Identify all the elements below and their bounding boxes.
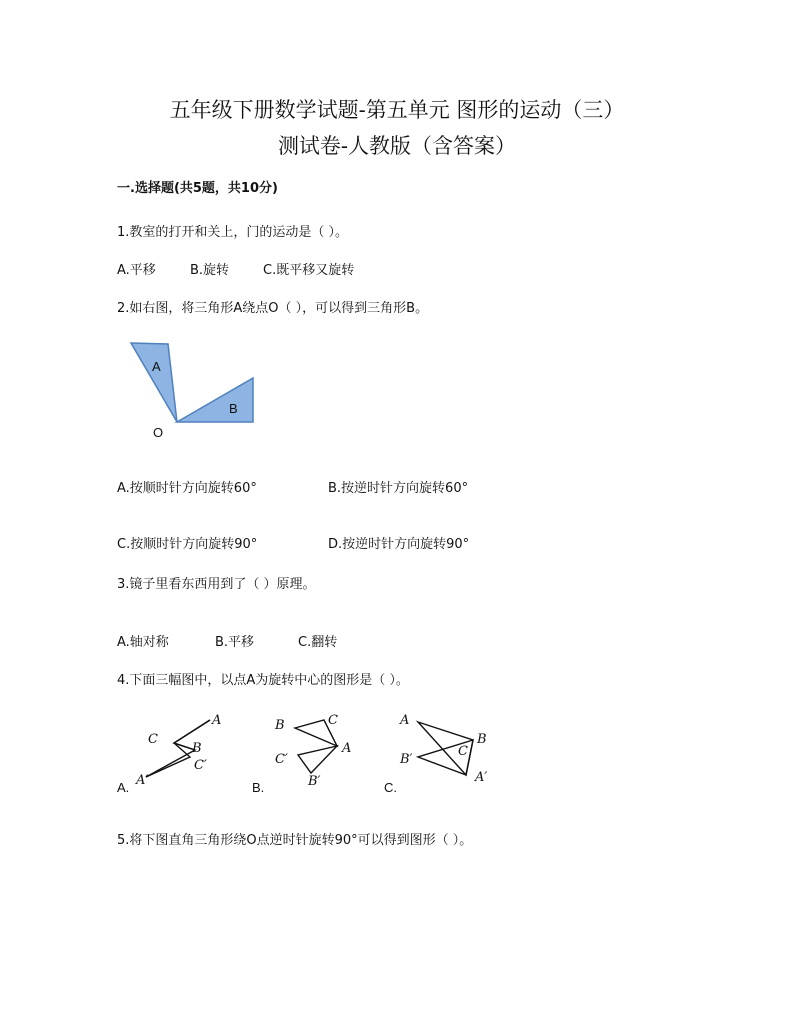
q4-figure-b: [245, 705, 375, 800]
fig-a-label-cprime: C′: [194, 758, 207, 773]
question-4-text: 4.下面三幅图中，以点A为旋转中心的图形是（ ）。: [117, 673, 409, 688]
fig-b-label-b: B: [275, 718, 285, 733]
q3-option-b[interactable]: B.平移: [215, 635, 255, 650]
fig-a-label-aprime: A′: [136, 773, 149, 788]
fig-b-label-c: C: [328, 713, 338, 728]
fig-a-label-c: C: [148, 732, 158, 747]
q1-option-c[interactable]: C.既平移又旋转: [263, 263, 355, 278]
q3-option-c[interactable]: C.翻转: [298, 635, 338, 650]
page-title-line1: 五年级下册数学试题-第五单元 图形的运动（三）: [169, 98, 625, 122]
fig-b-label-cprime: C′: [275, 752, 288, 767]
question-5-text: 5.将下图直角三角形绕O点逆时针旋转90°可以得到图形（ ）。: [117, 833, 473, 848]
question-1-text: 1.教室的打开和关上，门的运动是（ ）。: [117, 225, 349, 240]
q2-rotation-figure: [120, 335, 270, 445]
q2-option-d[interactable]: D.按逆时针方向旋转90°: [328, 537, 470, 552]
fig-b-triangle-2: [298, 746, 337, 773]
q4-figure-c: [378, 705, 508, 800]
label-o: O: [153, 425, 164, 440]
triangle-b: [177, 378, 253, 422]
triangle-a: [131, 343, 177, 422]
page-title-line2: 测试卷-人教版（含答案）: [277, 134, 517, 158]
label-a: A: [152, 359, 161, 374]
question-3-text: 3.镜子里看东西用到了（ ）原理。: [117, 577, 316, 592]
fig-c-label-bprime: B′: [400, 752, 413, 767]
fig-b-label-a: A: [342, 741, 352, 756]
fig-c-label-aprime: A′: [475, 770, 488, 785]
fig-c-label-b: B: [477, 732, 487, 747]
q1-option-a[interactable]: A.平移: [117, 263, 156, 278]
section-heading: 一.选择题(共5题，共10分): [117, 181, 278, 196]
q3-option-a[interactable]: A.轴对称: [117, 635, 169, 650]
fig-a-triangle-3: [146, 743, 190, 777]
fig-a-choice-label: A.: [117, 780, 130, 795]
fig-a-label-a: A: [212, 713, 222, 728]
q2-option-a[interactable]: A.按顺时针方向旋转60°: [117, 481, 257, 496]
q2-option-c[interactable]: C.按顺时针方向旋转90°: [117, 537, 258, 552]
fig-c-label-a: A: [400, 713, 410, 728]
q2-option-b[interactable]: B.按逆时针方向旋转60°: [328, 481, 469, 496]
fig-b-choice-label: B.: [252, 780, 265, 795]
question-2-text: 2.如右图，将三角形A绕点O（ ），可以得到三角形B。: [117, 301, 429, 316]
fig-c-choice-label: C.: [384, 780, 397, 795]
fig-b-label-bprime: B′: [308, 774, 321, 789]
fig-a-label-b: B: [192, 741, 202, 756]
fig-c-label-c: C: [458, 744, 468, 759]
q4-figure-a: [110, 705, 240, 800]
q1-option-b[interactable]: B.旋转: [190, 263, 230, 278]
label-b: B: [229, 401, 238, 416]
